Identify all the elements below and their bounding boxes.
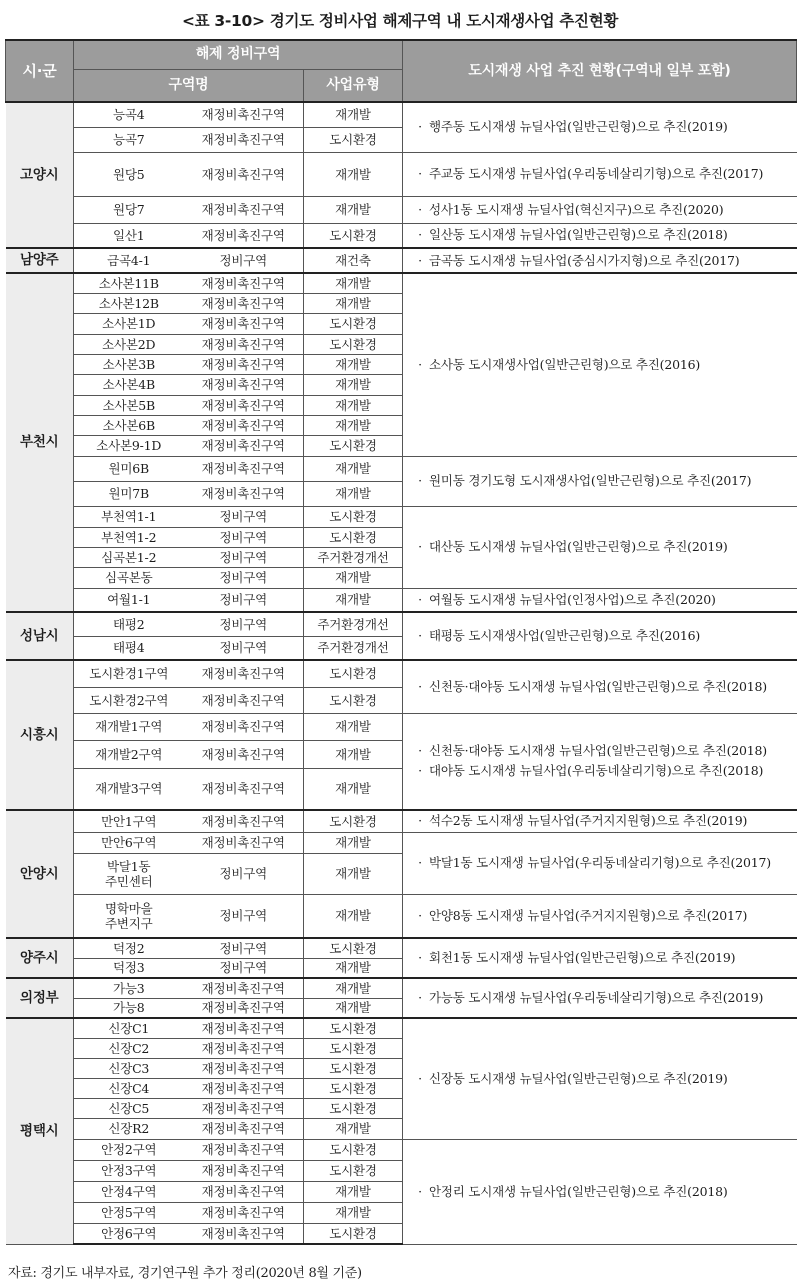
city-cell: 평택시	[6, 1018, 74, 1244]
header-status: 도시재생 사업 추진 현황(구역내 일부 포함)	[403, 40, 797, 102]
zone-name: 신장C2	[74, 1038, 184, 1058]
project-type: 도시환경	[304, 506, 403, 527]
project-type: 도시환경	[304, 660, 403, 687]
project-type: 재개발	[304, 102, 403, 127]
zone-name: 원미7B	[74, 481, 184, 506]
status-text: · 주교동 도시재생 뉴딜사업(우리동네살리기형)으로 추진(2017)	[403, 152, 797, 196]
table-row	[6, 660, 797, 687]
zone-category: 정비구역	[184, 527, 304, 547]
project-type: 재개발	[304, 853, 403, 894]
table-row	[6, 273, 797, 293]
zone-category: 재정비촉진구역	[184, 1038, 304, 1058]
zone-name: 소사본9-1D	[74, 435, 184, 456]
city-cell: 시흥시	[6, 660, 74, 810]
zone-name: 신장C5	[74, 1098, 184, 1118]
project-type: 재개발	[304, 293, 403, 313]
project-type: 도시환경	[304, 1139, 403, 1160]
status-text: · 소사동 도시재생사업(일반근린형)으로 추진(2016)	[403, 273, 797, 456]
zone-name: 태평4	[74, 636, 184, 660]
zone-name: 재개발3구역	[74, 768, 184, 810]
project-type: 도시환경	[304, 1018, 403, 1038]
zone-name: 소사본4B	[74, 374, 184, 395]
status-text: · 회천1동 도시재생 뉴딜사업(일반근린형)으로 추진(2019)	[403, 938, 797, 978]
project-type: 재개발	[304, 894, 403, 938]
table-row	[6, 196, 797, 223]
zone-category: 재정비촉진구역	[184, 660, 304, 687]
table-row	[6, 810, 797, 832]
project-type: 도시환경	[304, 1038, 403, 1058]
zone-name: 일산1	[74, 223, 184, 248]
project-type: 재개발	[304, 395, 403, 415]
table-row	[6, 152, 797, 196]
zone-category: 재정비촉진구역	[184, 1118, 304, 1139]
zone-name: 원미6B	[74, 456, 184, 481]
zone-category: 재정비촉진구역	[184, 273, 304, 293]
zone-category: 정비구역	[184, 958, 304, 978]
zone-category: 재정비촉진구역	[184, 456, 304, 481]
zone-name: 명학마을 주변지구	[74, 894, 184, 938]
zone-category: 재정비촉진구역	[184, 810, 304, 832]
project-type: 도시환경	[304, 223, 403, 248]
status-text: · 일산동 도시재생 뉴딜사업(일반근린형)으로 추진(2018)	[403, 223, 797, 248]
project-type: 재개발	[304, 456, 403, 481]
zone-category: 정비구역	[184, 506, 304, 527]
header-released-zone: 해제 정비구역	[74, 40, 403, 69]
status-text: · 석수2동 도시재생 뉴딜사업(주거지지원형)으로 추진(2019)	[403, 810, 797, 832]
status-text: · 원미동 경기도형 도시재생사업(일반근린형)으로 추진(2017)	[403, 456, 797, 506]
project-type: 도시환경	[304, 313, 403, 334]
zone-name: 안정2구역	[74, 1139, 184, 1160]
zone-category: 재정비촉진구역	[184, 152, 304, 196]
project-type: 주거환경개선	[304, 636, 403, 660]
zone-name: 박달1동 주민센터	[74, 853, 184, 894]
zone-name: 심곡본1-2	[74, 547, 184, 567]
zone-name: 신장C4	[74, 1078, 184, 1098]
zone-category: 재정비촉진구역	[184, 832, 304, 853]
status-text: · 신천동·대야동 도시재생 뉴딜사업(일반근린형)으로 추진(2018) · 대야동 도시재생 뉴딜사업(우리동네살리기형)으로 추진(2018)	[403, 713, 797, 810]
zone-name: 안정5구역	[74, 1202, 184, 1223]
zone-name: 소사본1D	[74, 313, 184, 334]
project-type: 재개발	[304, 740, 403, 768]
zone-category: 재정비촉진구역	[184, 1139, 304, 1160]
status-text: · 안정리 도시재생 뉴딜사업(일반근린형)으로 추진(2018)	[403, 1139, 797, 1244]
zone-category: 재정비촉진구역	[184, 127, 304, 152]
zone-name: 도시환경2구역	[74, 687, 184, 713]
project-type: 도시환경	[304, 127, 403, 152]
table-row	[6, 456, 797, 481]
zone-category: 재정비촉진구역	[184, 687, 304, 713]
zone-name: 원당5	[74, 152, 184, 196]
zone-category: 재정비촉진구역	[184, 978, 304, 998]
project-type: 재개발	[304, 481, 403, 506]
zone-name: 덕정3	[74, 958, 184, 978]
table-row	[6, 588, 797, 612]
status-text: · 대산동 도시재생 뉴딜사업(일반근린형)으로 추진(2019)	[403, 506, 797, 588]
zone-name: 소사본11B	[74, 273, 184, 293]
city-cell: 부천시	[6, 273, 74, 612]
zone-category: 재정비촉진구역	[184, 1018, 304, 1038]
zone-category: 재정비촉진구역	[184, 1202, 304, 1223]
zone-category: 재정비촉진구역	[184, 1181, 304, 1202]
zone-category: 재정비촉진구역	[184, 102, 304, 127]
status-text: · 박달1동 도시재생 뉴딜사업(우리동네살리기형)으로 추진(2017)	[403, 832, 797, 894]
zone-name: 안정6구역	[74, 1223, 184, 1244]
zone-name: 안정3구역	[74, 1160, 184, 1181]
zone-category: 재정비촉진구역	[184, 1058, 304, 1078]
city-cell: 성남시	[6, 612, 74, 660]
zone-name: 신장R2	[74, 1118, 184, 1139]
table-row	[6, 1018, 797, 1038]
zone-category: 정비구역	[184, 853, 304, 894]
project-type: 재개발	[304, 273, 403, 293]
zone-name: 부천역1-2	[74, 527, 184, 547]
table-row	[6, 612, 797, 636]
project-type: 재개발	[304, 832, 403, 853]
zone-category: 재정비촉진구역	[184, 223, 304, 248]
zone-name: 가능8	[74, 998, 184, 1018]
project-type: 재개발	[304, 998, 403, 1018]
project-type: 재개발	[304, 567, 403, 588]
project-type: 도시환경	[304, 687, 403, 713]
zone-name: 소사본6B	[74, 415, 184, 435]
zone-name: 태평2	[74, 612, 184, 636]
project-type: 주거환경개선	[304, 612, 403, 636]
zone-category: 정비구역	[184, 894, 304, 938]
zone-category: 재정비촉진구역	[184, 334, 304, 354]
project-type: 도시환경	[304, 527, 403, 547]
project-type: 재개발	[304, 1181, 403, 1202]
zone-name: 원당7	[74, 196, 184, 223]
status-text: · 신천동·대야동 도시재생 뉴딜사업(일반근린형)으로 추진(2018)	[403, 660, 797, 713]
zone-name: 만안1구역	[74, 810, 184, 832]
project-type: 도시환경	[304, 1078, 403, 1098]
project-type: 도시환경	[304, 1058, 403, 1078]
zone-name: 능곡7	[74, 127, 184, 152]
city-cell: 남양주	[6, 248, 74, 273]
zone-name: 재개발1구역	[74, 713, 184, 740]
city-cell: 고양시	[6, 102, 74, 248]
zone-name: 안정4구역	[74, 1181, 184, 1202]
project-type: 도시환경	[304, 1223, 403, 1244]
project-type: 재개발	[304, 354, 403, 374]
project-type: 재개발	[304, 152, 403, 196]
zone-category: 정비구역	[184, 248, 304, 273]
status-text: · 가능동 도시재생 뉴딜사업(우리동네살리기형)으로 추진(2019)	[403, 978, 797, 1018]
zone-name: 덕정2	[74, 938, 184, 958]
zone-category: 재정비촉진구역	[184, 768, 304, 810]
table-row	[6, 248, 797, 273]
zone-category: 정비구역	[184, 612, 304, 636]
table-row	[6, 223, 797, 248]
zone-name: 여월1-1	[74, 588, 184, 612]
zone-name: 가능3	[74, 978, 184, 998]
zone-name: 금곡4-1	[74, 248, 184, 273]
zone-category: 재정비촉진구역	[184, 313, 304, 334]
project-type: 도시환경	[304, 334, 403, 354]
zone-category: 정비구역	[184, 588, 304, 612]
project-type: 재개발	[304, 958, 403, 978]
project-type: 도시환경	[304, 810, 403, 832]
header-city: 시·군	[6, 40, 74, 102]
zone-name: 소사본12B	[74, 293, 184, 313]
zone-category: 재정비촉진구역	[184, 354, 304, 374]
zone-category: 재정비촉진구역	[184, 998, 304, 1018]
table-title: <표 3-10> 경기도 정비사업 해제구역 내 도시재생사업 추진현황	[181, 12, 619, 30]
zone-name: 부천역1-1	[74, 506, 184, 527]
zone-name: 신장C3	[74, 1058, 184, 1078]
status-text: · 금곡동 도시재생 뉴딜사업(중심시가지형)으로 추진(2017)	[403, 248, 797, 273]
zone-category: 정비구역	[184, 636, 304, 660]
project-type: 도시환경	[304, 1098, 403, 1118]
project-type: 재개발	[304, 374, 403, 395]
project-type: 재개발	[304, 588, 403, 612]
project-type: 도시환경	[304, 435, 403, 456]
zone-category: 재정비촉진구역	[184, 1160, 304, 1181]
zone-category: 재정비촉진구역	[184, 293, 304, 313]
zone-category: 재정비촉진구역	[184, 415, 304, 435]
header-project-type: 사업유형	[304, 69, 403, 102]
zone-category: 재정비촉진구역	[184, 374, 304, 395]
status-table	[5, 39, 797, 1245]
zone-name: 소사본3B	[74, 354, 184, 374]
zone-category: 재정비촉진구역	[184, 1223, 304, 1244]
source-note: 자료: 경기도 내부자료, 경기연구원 추가 정리(2020년 8월 기준)	[8, 1266, 362, 1281]
zone-category: 재정비촉진구역	[184, 196, 304, 223]
project-type: 도시환경	[304, 938, 403, 958]
table-row	[6, 1139, 797, 1160]
zone-category: 정비구역	[184, 547, 304, 567]
zone-name: 만안6구역	[74, 832, 184, 853]
zone-name: 도시환경1구역	[74, 660, 184, 687]
project-type: 주거환경개선	[304, 547, 403, 567]
zone-name: 신장C1	[74, 1018, 184, 1038]
project-type: 재건축	[304, 248, 403, 273]
zone-category: 재정비촉진구역	[184, 740, 304, 768]
zone-name: 능곡4	[74, 102, 184, 127]
zone-name: 재개발2구역	[74, 740, 184, 768]
project-type: 재개발	[304, 768, 403, 810]
zone-category: 재정비촉진구역	[184, 1078, 304, 1098]
project-type: 재개발	[304, 196, 403, 223]
zone-category: 재정비촉진구역	[184, 395, 304, 415]
status-text: · 행주동 도시재생 뉴딜사업(일반근린형)으로 추진(2019)	[403, 102, 797, 152]
zone-category: 정비구역	[184, 938, 304, 958]
zone-name: 소사본2D	[74, 334, 184, 354]
project-type: 재개발	[304, 1202, 403, 1223]
project-type: 재개발	[304, 713, 403, 740]
table-row	[6, 102, 797, 127]
table-row	[6, 506, 797, 527]
status-text: · 태평동 도시재생사업(일반근린형)으로 추진(2016)	[403, 612, 797, 660]
status-text: · 여월동 도시재생 뉴딜사업(인정사업)으로 추진(2020)	[403, 588, 797, 612]
status-text: · 성사1동 도시재생 뉴딜사업(혁신지구)으로 추진(2020)	[403, 196, 797, 223]
project-type: 재개발	[304, 1118, 403, 1139]
table-row	[6, 894, 797, 938]
table-row	[6, 713, 797, 740]
status-text: · 안양8동 도시재생 뉴딜사업(주거지지원형)으로 추진(2017)	[403, 894, 797, 938]
city-cell: 의정부	[6, 978, 74, 1018]
city-cell: 양주시	[6, 938, 74, 978]
city-cell: 안양시	[6, 810, 74, 938]
header-zone-name: 구역명	[74, 69, 304, 102]
zone-name: 심곡본동	[74, 567, 184, 588]
zone-category: 재정비촉진구역	[184, 435, 304, 456]
status-text: · 신장동 도시재생 뉴딜사업(일반근린형)으로 추진(2019)	[403, 1018, 797, 1139]
zone-category: 정비구역	[184, 567, 304, 588]
zone-category: 재정비촉진구역	[184, 713, 304, 740]
table-row	[6, 832, 797, 853]
project-type: 도시환경	[304, 1160, 403, 1181]
zone-category: 재정비촉진구역	[184, 481, 304, 506]
project-type: 재개발	[304, 415, 403, 435]
table-row	[6, 938, 797, 958]
table-row	[6, 978, 797, 998]
zone-name: 소사본5B	[74, 395, 184, 415]
project-type: 재개발	[304, 978, 403, 998]
zone-category: 재정비촉진구역	[184, 1098, 304, 1118]
